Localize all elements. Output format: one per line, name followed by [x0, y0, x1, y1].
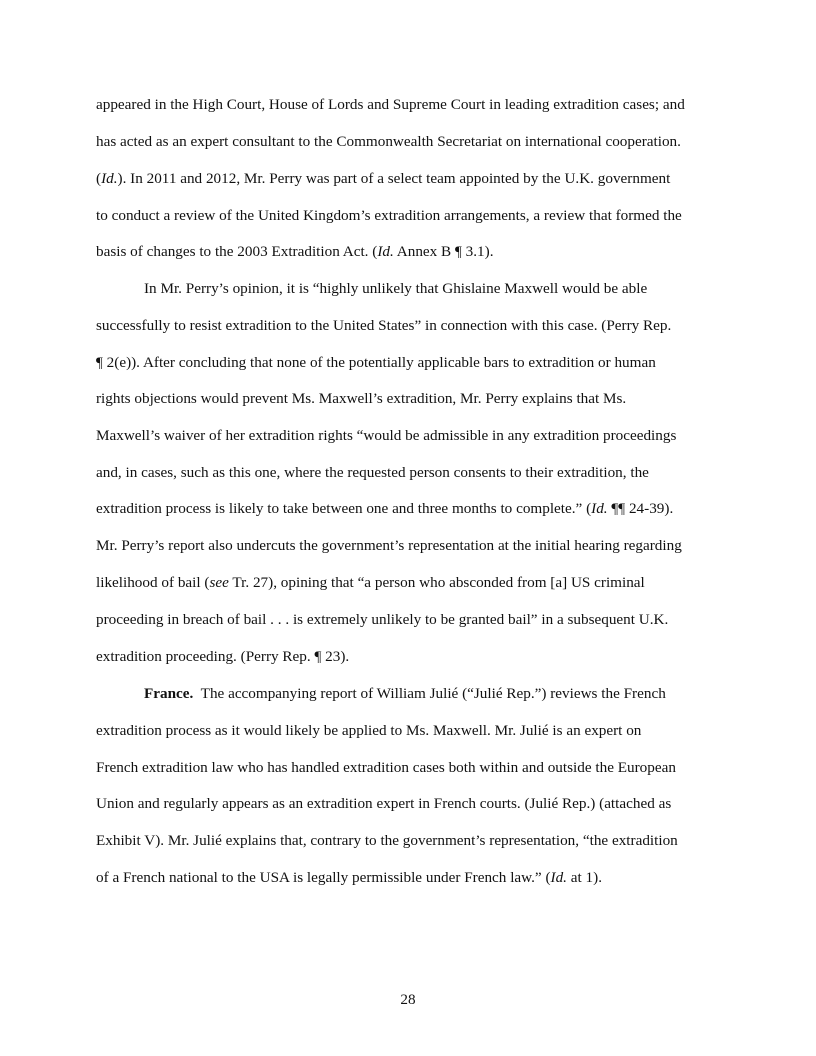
- citation-id: Id.: [591, 500, 608, 517]
- page-number: 28: [400, 991, 416, 1008]
- line-text: basis of changes to the 2003 Extradition Act. (: [96, 243, 378, 260]
- paragraph-2-line-3: ¶ 2(e)). After concluding that none of the potentially applicable bars to extradition or human: [96, 354, 656, 371]
- line-text: Tr. 27), opining that “a person who absconded from [a] US criminal: [228, 574, 645, 591]
- open-paren: (: [96, 170, 102, 187]
- citation-id: Id.: [377, 243, 394, 260]
- paragraph-1-line-4: to conduct a review of the United Kingdom’s extradition arrangements, a review that formed the: [96, 207, 682, 224]
- paragraph-2-line-1: In Mr. Perry’s opinion, it is “highly unlikely that Ghislaine Maxwell would be able: [144, 280, 648, 297]
- paragraph-2-line-7: [96, 500, 673, 518]
- paragraph-3-line-4: Union and regularly appears as an extradition expert in French courts. (Julié Rep.) (attached as: [96, 795, 672, 812]
- citation-see: see: [209, 574, 229, 591]
- citation-id: Id.: [101, 170, 118, 187]
- paragraph-1-line-3: [96, 170, 670, 188]
- paragraph-2-line-9: [96, 574, 645, 592]
- paragraph-1-line-2: has acted as an expert consultant to the Commonwealth Secretariat on international cooperation.: [96, 133, 681, 150]
- paragraph-3-line-5: Exhibit V). Mr. Julié explains that, contrary to the government’s representation, “the extradition: [96, 832, 678, 849]
- paragraph-2-line-5: Maxwell’s waiver of her extradition rights “would be admissible in any extradition proceedings: [96, 427, 677, 444]
- section-heading-france: France.: [144, 685, 194, 702]
- line-text: Annex B ¶ 3.1).: [393, 243, 494, 260]
- paragraph-2-line-10: proceeding in breach of bail . . . is extremely unlikely to be granted bail” in a subsequent U.K.: [96, 611, 669, 628]
- line-text: at 1).: [566, 869, 602, 886]
- line-text: extradition process is likely to take between one and three months to complete.” (: [96, 500, 592, 517]
- line-text: likelihood of bail (: [96, 574, 210, 591]
- paragraph-2-line-6: and, in cases, such as this one, where the requested person consents to their extradition, the: [96, 464, 649, 481]
- line-text: ¶¶ 24-39).: [607, 500, 674, 517]
- paragraph-3-line-3: French extradition law who has handled extradition cases both within and outside the European: [96, 759, 676, 776]
- paragraph-2-line-11: extradition proceeding. (Perry Rep. ¶ 23).: [96, 648, 350, 665]
- line-text: of a French national to the USA is legally permissible under French law.” (: [96, 869, 551, 886]
- citation-id: Id.: [550, 869, 567, 886]
- paragraph-3-line-2: extradition process as it would likely be applied to Ms. Maxwell. Mr. Julié is an expert on: [96, 722, 642, 739]
- paragraph-3-line-6: [96, 869, 602, 887]
- paragraph-1-line-5: [96, 243, 494, 261]
- paragraph-2-line-4: rights objections would prevent Ms. Maxwell’s extradition, Mr. Perry explains that Ms.: [96, 390, 627, 407]
- paragraph-1-line-1: appeared in the High Court, House of Lords and Supreme Court in leading extradition cases; and: [96, 96, 685, 113]
- paragraph-3-line-1: [144, 685, 666, 703]
- line-text: The accompanying report of William Julié (“Julié Rep.”) reviews the French: [193, 685, 666, 702]
- paragraph-2-line-2: successfully to resist extradition to the United States” in connection with this case. (Perry Rep.: [96, 317, 672, 334]
- line-text: ). In 2011 and 2012, Mr. Perry was part of a select team appointed by the U.K. government: [117, 170, 671, 187]
- paragraph-2-line-8: Mr. Perry’s report also undercuts the government’s representation at the initial hearing regarding: [96, 537, 682, 554]
